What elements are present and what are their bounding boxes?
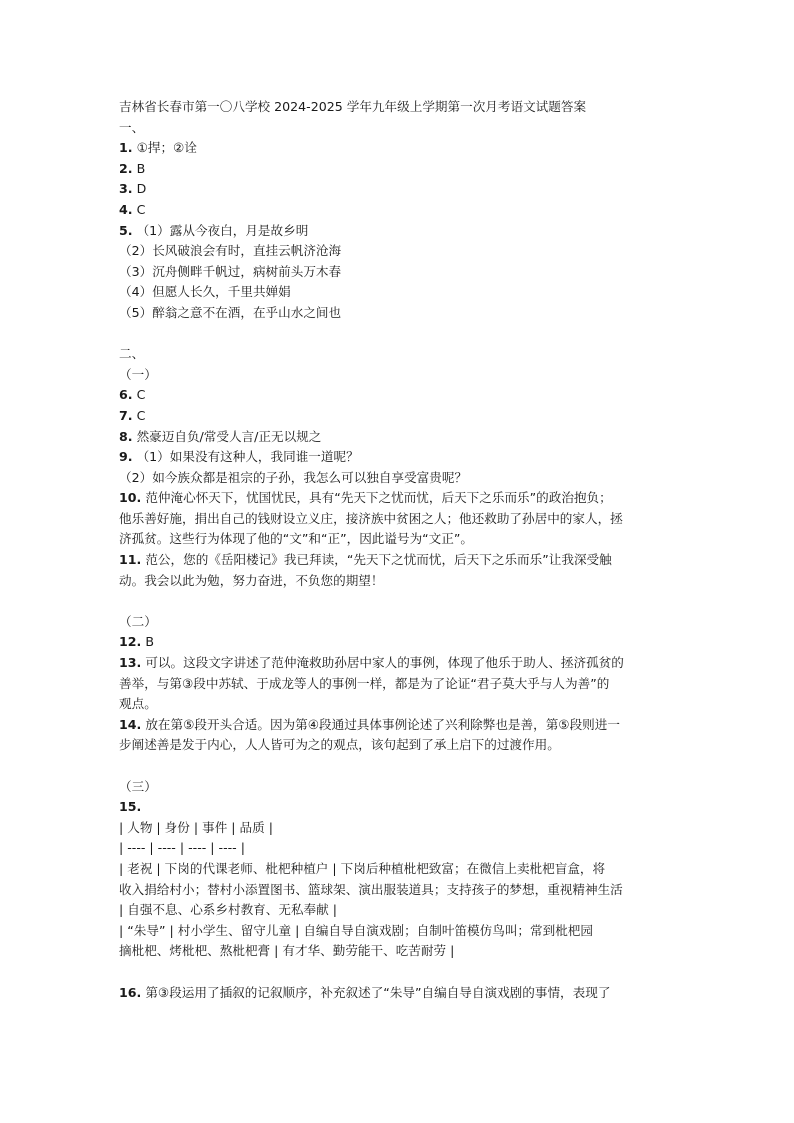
- answer-text: （2）如今族众都是祖宗的子孙，我怎么可以独自享受富贵呢？: [119, 469, 468, 485]
- answer-line: [119, 941, 689, 962]
- answer-line: [119, 365, 689, 386]
- question-number: 6.: [119, 387, 133, 403]
- answer-line: [119, 427, 689, 448]
- answer-text: （三）: [119, 778, 157, 794]
- answer-text: （3）沉舟侧畔千帆过，病树前头万木春: [119, 263, 342, 279]
- answer-line: [119, 859, 689, 880]
- answer-line: [119, 715, 689, 736]
- answer-line: [119, 653, 689, 674]
- answer-line: [119, 550, 689, 571]
- answer-line: [119, 983, 689, 1004]
- answer-line: [119, 777, 689, 798]
- answer-text: | 自强不息、心系乡村教育、无私奉献 |: [119, 902, 337, 918]
- question-number: 11.: [119, 552, 142, 568]
- question-number: 13.: [119, 655, 142, 671]
- answer-line: [119, 221, 689, 242]
- answer-line: [119, 241, 689, 262]
- answer-text: 可以。这段文字讲述了范仲淹救助孙居中家人的事例，体现了他乐于助人、拯济孤贫的: [141, 655, 624, 671]
- question-number: 8.: [119, 428, 133, 444]
- answer-line: [119, 818, 689, 839]
- answer-line: [119, 344, 689, 365]
- answer-line: [119, 509, 689, 530]
- answer-line: [119, 571, 689, 592]
- answer-text: （4）但愿人长久，千里共婵娟: [119, 284, 291, 300]
- answer-text: （1）如果没有这种人，我同谁一道呢？: [132, 449, 359, 465]
- answer-text: （1）露从今夜白，月是故乡明: [132, 222, 309, 238]
- blank-line: [119, 324, 689, 345]
- page-title: 吉林省长春市第一〇八学校 2024-2025 学年九年级上学期第一次月考语文试题答案: [119, 99, 587, 114]
- answer-line: [119, 694, 689, 715]
- answer-line: [119, 118, 689, 139]
- answer-text: 观点。: [119, 696, 157, 712]
- answer-line: [119, 632, 689, 653]
- question-number: 12.: [119, 634, 142, 650]
- answer-text: 他乐善好施，捐出自己的钱财设立义庄，接济族中贫困之人；他还救助了孙居中的家人，拯: [119, 510, 623, 526]
- answer-text: 摘枇杷、烤枇杷、熬枇杷膏 | 有才华、勤劳能干、吃苦耐劳 |: [119, 943, 455, 959]
- answer-text: 济孤贫。这些行为体现了他的“文”和“正”，因此谥号为“文正”。: [119, 531, 473, 547]
- answer-text: 步阐述善是发于内心，人人皆可为之的观点，该句起到了承上启下的过渡作用。: [119, 737, 560, 753]
- answer-line: [119, 282, 689, 303]
- answer-line: [119, 529, 689, 550]
- answer-line: [119, 735, 689, 756]
- answer-line: [119, 612, 689, 633]
- answer-line: [119, 406, 689, 427]
- answer-text: | 老祝 | 下岗的代课老师、枇杷种植户 | 下岗后种植枇杷致富；在微信上卖枇杷盲盒，将: [119, 860, 606, 876]
- answer-line: [119, 797, 689, 818]
- answer-line: [119, 179, 689, 200]
- answer-line: [119, 838, 689, 859]
- answer-text: B: [132, 160, 146, 176]
- answer-text: 然豪迈自负/常受人言/正无以规之: [132, 428, 322, 444]
- answer-text: C: [132, 387, 146, 403]
- answer-text: 范公，您的《岳阳楼记》我已拜读，“先天下之忧而忧，后天下之乐而乐”让我深受触: [141, 552, 612, 568]
- answer-line: [119, 488, 689, 509]
- blank-line: [119, 591, 689, 612]
- answer-text: D: [132, 181, 147, 197]
- answer-line: [119, 900, 689, 921]
- document-page: [119, 97, 689, 1003]
- answer-text: 放在第⑤段开头合适。因为第④段通过具体事例论述了兴利除弊也是善，第⑤段则进一: [141, 716, 620, 732]
- answer-text: | 人物 | 身份 | 事件 | 品质 |: [119, 819, 273, 835]
- answer-text: 二、: [119, 346, 145, 362]
- answer-text: | “朱导” | 村小学生、留守儿童 | 自编自导自演戏剧；自制叶笛模仿鸟叫；常到枇杷园: [119, 922, 593, 938]
- answer-lines: [119, 118, 689, 1004]
- answer-text: （二）: [119, 613, 157, 629]
- answer-text: 范仲淹心怀天下，忧国忧民，具有“先天下之忧而忧，后天下之乐而乐”的政治抱负；: [141, 490, 612, 506]
- answer-line: [119, 880, 689, 901]
- question-number: 10.: [119, 490, 142, 506]
- answer-text: （2）长风破浪会有时，直挂云帆济沧海: [119, 243, 342, 259]
- answer-text: 收入捐给村小；替村小添置图书、篮球架、演出服装道具；支持孩子的梦想，重视精神生活: [119, 881, 623, 897]
- answer-line: [119, 200, 689, 221]
- question-number: 9.: [119, 449, 133, 465]
- answer-line: [119, 303, 689, 324]
- answer-text: （一）: [119, 366, 157, 382]
- question-number: 4.: [119, 201, 133, 217]
- answer-text: 动。我会以此为勉，努力奋进，不负您的期望！: [119, 572, 384, 588]
- answer-line: [119, 159, 689, 180]
- question-number: 2.: [119, 160, 133, 176]
- answer-line: [119, 138, 689, 159]
- question-number: 5.: [119, 222, 133, 238]
- question-number: 15.: [119, 799, 142, 815]
- question-number: 14.: [119, 716, 142, 732]
- answer-text: B: [141, 634, 154, 650]
- question-number: 3.: [119, 181, 133, 197]
- answer-text: 善举，与第③段中苏轼、于成龙等人的事例一样，都是为了论证“君子莫大乎与人为善”的: [119, 675, 610, 691]
- answer-text: ①捍；②诠: [132, 140, 197, 156]
- answer-text: C: [132, 201, 146, 217]
- question-number: 7.: [119, 407, 133, 423]
- answer-text: C: [132, 407, 146, 423]
- answer-line: [119, 674, 689, 695]
- answer-text: 第③段运用了插叙的记叙顺序，补充叙述了“朱导”自编自导自演戏剧的事情，表现了: [141, 984, 611, 1000]
- answer-text: 一、: [119, 119, 145, 135]
- blank-line: [119, 756, 689, 777]
- answer-text: | ---- | ---- | ---- | ---- |: [119, 840, 245, 856]
- answer-text: （5）醉翁之意不在酒，在乎山水之间也: [119, 304, 342, 320]
- answer-line: [119, 262, 689, 283]
- answer-line: [119, 447, 689, 468]
- answer-line: [119, 385, 689, 406]
- answer-line: [119, 921, 689, 942]
- answer-line: [119, 468, 689, 489]
- question-number: 1.: [119, 140, 133, 156]
- question-number: 16.: [119, 984, 142, 1000]
- blank-line: [119, 962, 689, 983]
